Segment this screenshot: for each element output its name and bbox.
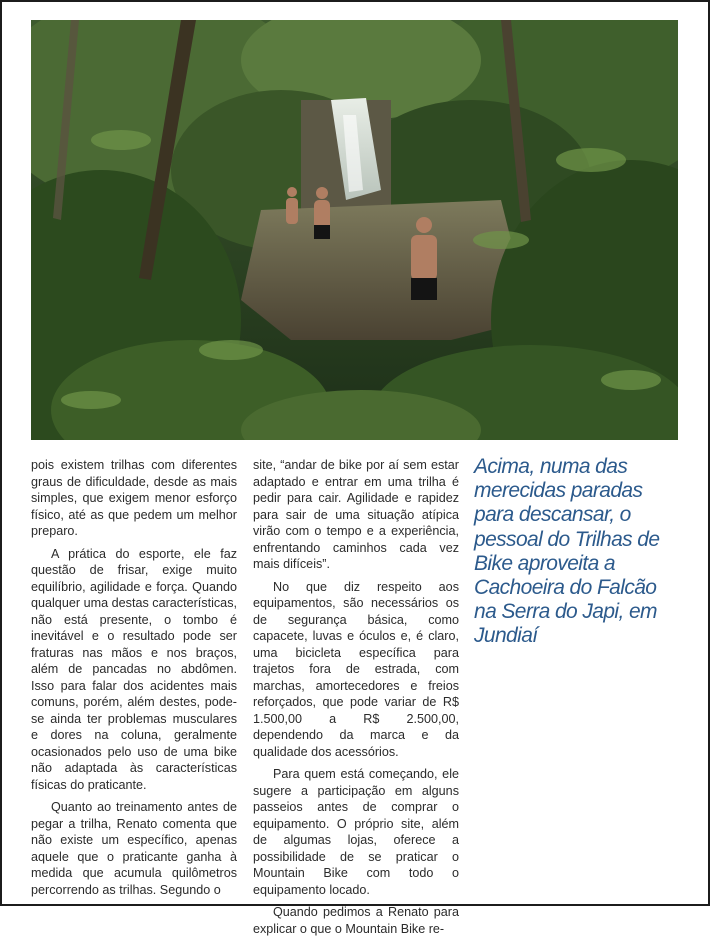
article-column-1 — [31, 457, 237, 904]
paragraph: Quanto ao treinamento antes de pegar a trilha, Renato comenta que não existe um específico, apenas aquele que o praticante ganha à medida que acumula quilômetros percorrendo as trilhas. Segundo o — [31, 800, 237, 897]
photo-caption: Acima, numa das merecidas paradas para descansar, o pessoal do Trilhas de Bike aproveita a Cachoeira do Falcão na Serra do Japi, em Jundiaí — [474, 455, 660, 648]
paragraph: Quando pedimos a Renato para explicar o que o Mountain Bike re- — [253, 905, 459, 936]
paragraph: Para quem está começando, ele sugere a participação em alguns passeios antes de comprar o equipamento. O próprio site, além de algumas lojas, oferece a possibilidade de se praticar o Mountain Bike com todo o equipamento locado. — [253, 767, 459, 897]
paragraph: No que diz respeito aos equipamentos, são necessários os de segurança básica, como capacete, luvas e óculos e, é claro, uma bicicleta específica para trajetos fora de estrada, com marchas, amortecedores e freios reforçados, que pode variar de R$ 1.500,00 a R$ 2.500,00, dependendo da marca e da qualidade dos acessórios. — [253, 579, 459, 759]
waterfall-photo — [31, 20, 678, 440]
paragraph: A prática do esporte, ele faz questão de frisar, exige muito equilíbrio, agilidade e força. Quando qualquer uma destas características, não está presente, o tombo é inevitável e o resultado pode ser fraturas nas mãos e nos braços, além de pancadas no abdômen. Isso para falar dos acidentes mais comuns, porém, além destes, pode-se ainda ter problemas musculares e dores na coluna, geralmente ocasionados pelo uso de uma bike não adaptada às características físicas do praticante. — [31, 546, 237, 792]
article-column-2 — [253, 457, 459, 943]
paragraph: site, “andar de bike por aí sem estar adaptado e entrar em uma trilha é pedir para cair. Agilidade e rapidez para sair de uma situação atípica virão com o tempo e a experiência, enfrentando caminhos cada vez mais difíceis”. — [253, 458, 459, 571]
paragraph: pois existem trilhas com diferentes graus de dificuldade, desde as mais simples, que exigem menor esforço físico, até as que pedem um melhor preparo. — [31, 458, 237, 538]
